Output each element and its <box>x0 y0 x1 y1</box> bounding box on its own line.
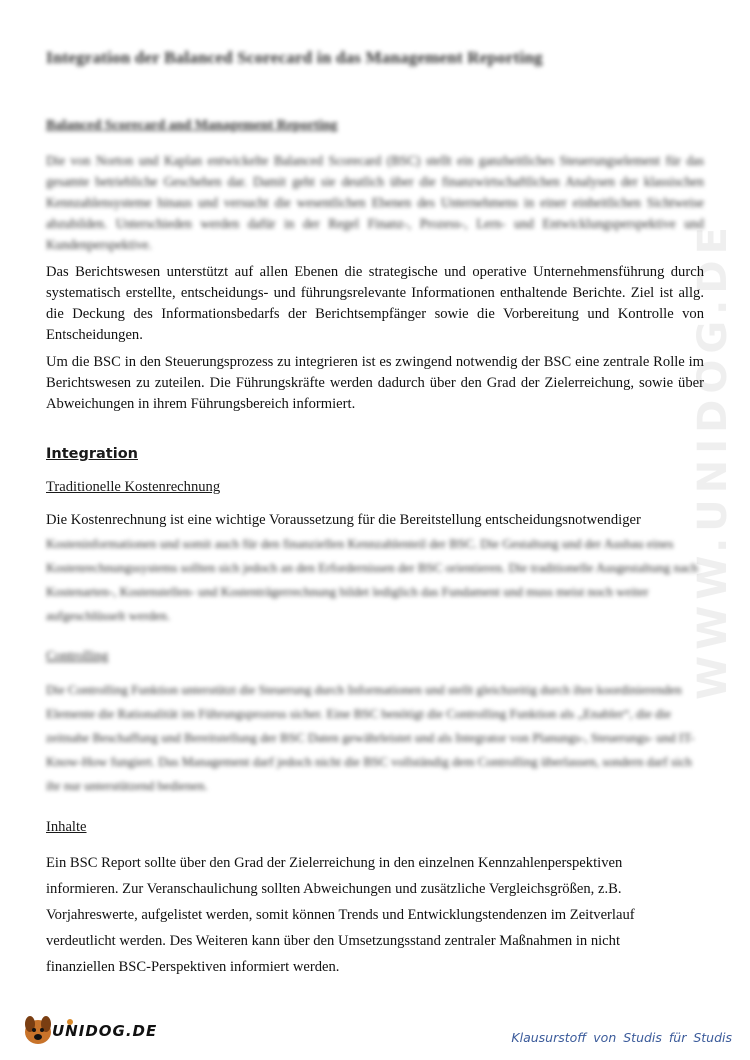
subheading-kostenrechnung: Traditionelle Kostenrechnung <box>46 479 221 495</box>
paragraph-bsc-intro: Die von Norton und Kaplan entwickelte Balanced Scorecard (BSC) stellt ein ganzheitliches Steuerungselement für das gesamte betriebliche Geschehen dar. Damit geht sie deutlich über die finanzwirtschaftlichen Analysen der klassischen Kennzahlensysteme hinaus und versucht die wesentlichen Ebenen des Unternehmens in einer einheitlichen Sichtweise abzubilden. Unterschieden werden dafür in der Regel Finanz-, Prozess-, Lern- und Entwicklungsperspektive und Kundenperspektive. <box>46 153 704 252</box>
paragraph-berichtswesen: Das Berichtswesen unterstützt auf allen Ebenen die strategische und operative Unternehmensführung durch systematisch erstellte, entscheidungs- und führungsrelevante Informationen enthaltende Berichte. Ziel ist allg. die Deckung des Informationsbedarfs der Berichtsempfänger sowie die Vorbereitung und Kontrolle von Entscheidungen. <box>46 264 704 343</box>
section-heading-bsc: Balanced Scorecard and Management Reporting <box>46 118 338 133</box>
inhalte-line: Vorjahreswerte, aufgelistet werden, somit können Trends und Entwicklungstendenzen im Zeitverlauf <box>46 907 635 923</box>
inhalte-line: finanziellen BSC-Perspektiven informiert werden. <box>46 959 340 975</box>
paragraph-bsc-integration: Um die BSC in den Steuerungsprozess zu integrieren ist es zwingend notwendig der BSC eine zentrale Rolle im Berichtswesen zu zuteilen. Die Führungskräfte werden dadurch über den Grad der Zielerreichung, sowie über Abweichungen in ihrem Führungsbereich informiert. <box>46 354 704 412</box>
logo-text: UNIDOG.DE <box>52 1022 158 1040</box>
paragraph-inhalte <box>46 850 704 980</box>
inhalte-line: verdeutlicht werden. Des Weiteren kann über den Umsetzungsstand zentraler Maßnahmen in nicht <box>46 933 621 949</box>
document-title: Integration der Balanced Scorecard in das Management Reporting <box>46 48 543 67</box>
inhalte-line: Ein BSC Report sollte über den Grad der Zielerreichung in den einzelnen Kennzahlenperspektiven <box>46 855 623 871</box>
subheading-controlling: Controlling <box>46 648 109 663</box>
paragraph-kosten-rest: Kosteninformationen und somit auch für den finanziellen Kennzahlenteil der BSC. Die Gestaltung und der Ausbau eines Kostenrechnungssystems sollten sich jedoch an den Erfordernissen der BSC orientieren. Die traditionelle Ausgestaltung nach Kostenarten-, Kostenstellen- und Kostenträgerrechnung bildet lediglich das Fundament und muss meist noch weiter aufgeschlüsselt werden. <box>46 536 699 623</box>
paragraph-controlling: Die Controlling Funktion unterstützt die Steuerung durch Informationen und stellt gleichzeitig durch ihre koordinierenden Elemente die Rationalität im Führungsprozess sicher. Eine BSC benötigt die Controlling Funktion als „Enabler“, die die zeitnahe Beschaffung und Bereitstellung der BSC Daten gewährleistet und als Integrator von Planungs-, Steuerungs- und IT-Know-How fungiert. Das Management darf jedoch nicht die BSC vollständig dem Controlling überlassen, sondern darf sich ihr nur unterstützend bedienen. <box>46 682 695 793</box>
watermark: WWW.UNIDOG.DE <box>690 221 736 700</box>
section-heading-integration: Integration <box>46 446 138 462</box>
inhalte-line: informieren. Zur Veranschaulichung sollten Abweichungen und zusätzliche Vergleichsgrößen, z.B. <box>46 881 622 897</box>
footer-tagline: Klausurstoff von Studis für Studis <box>511 1030 732 1045</box>
subheading-inhalte: Inhalte <box>46 819 87 835</box>
paragraph-kosten-first-line: Die Kostenrechnung ist eine wichtige Voraussetzung für die Bereitstellung entscheidungsnotwendiger <box>46 512 641 528</box>
